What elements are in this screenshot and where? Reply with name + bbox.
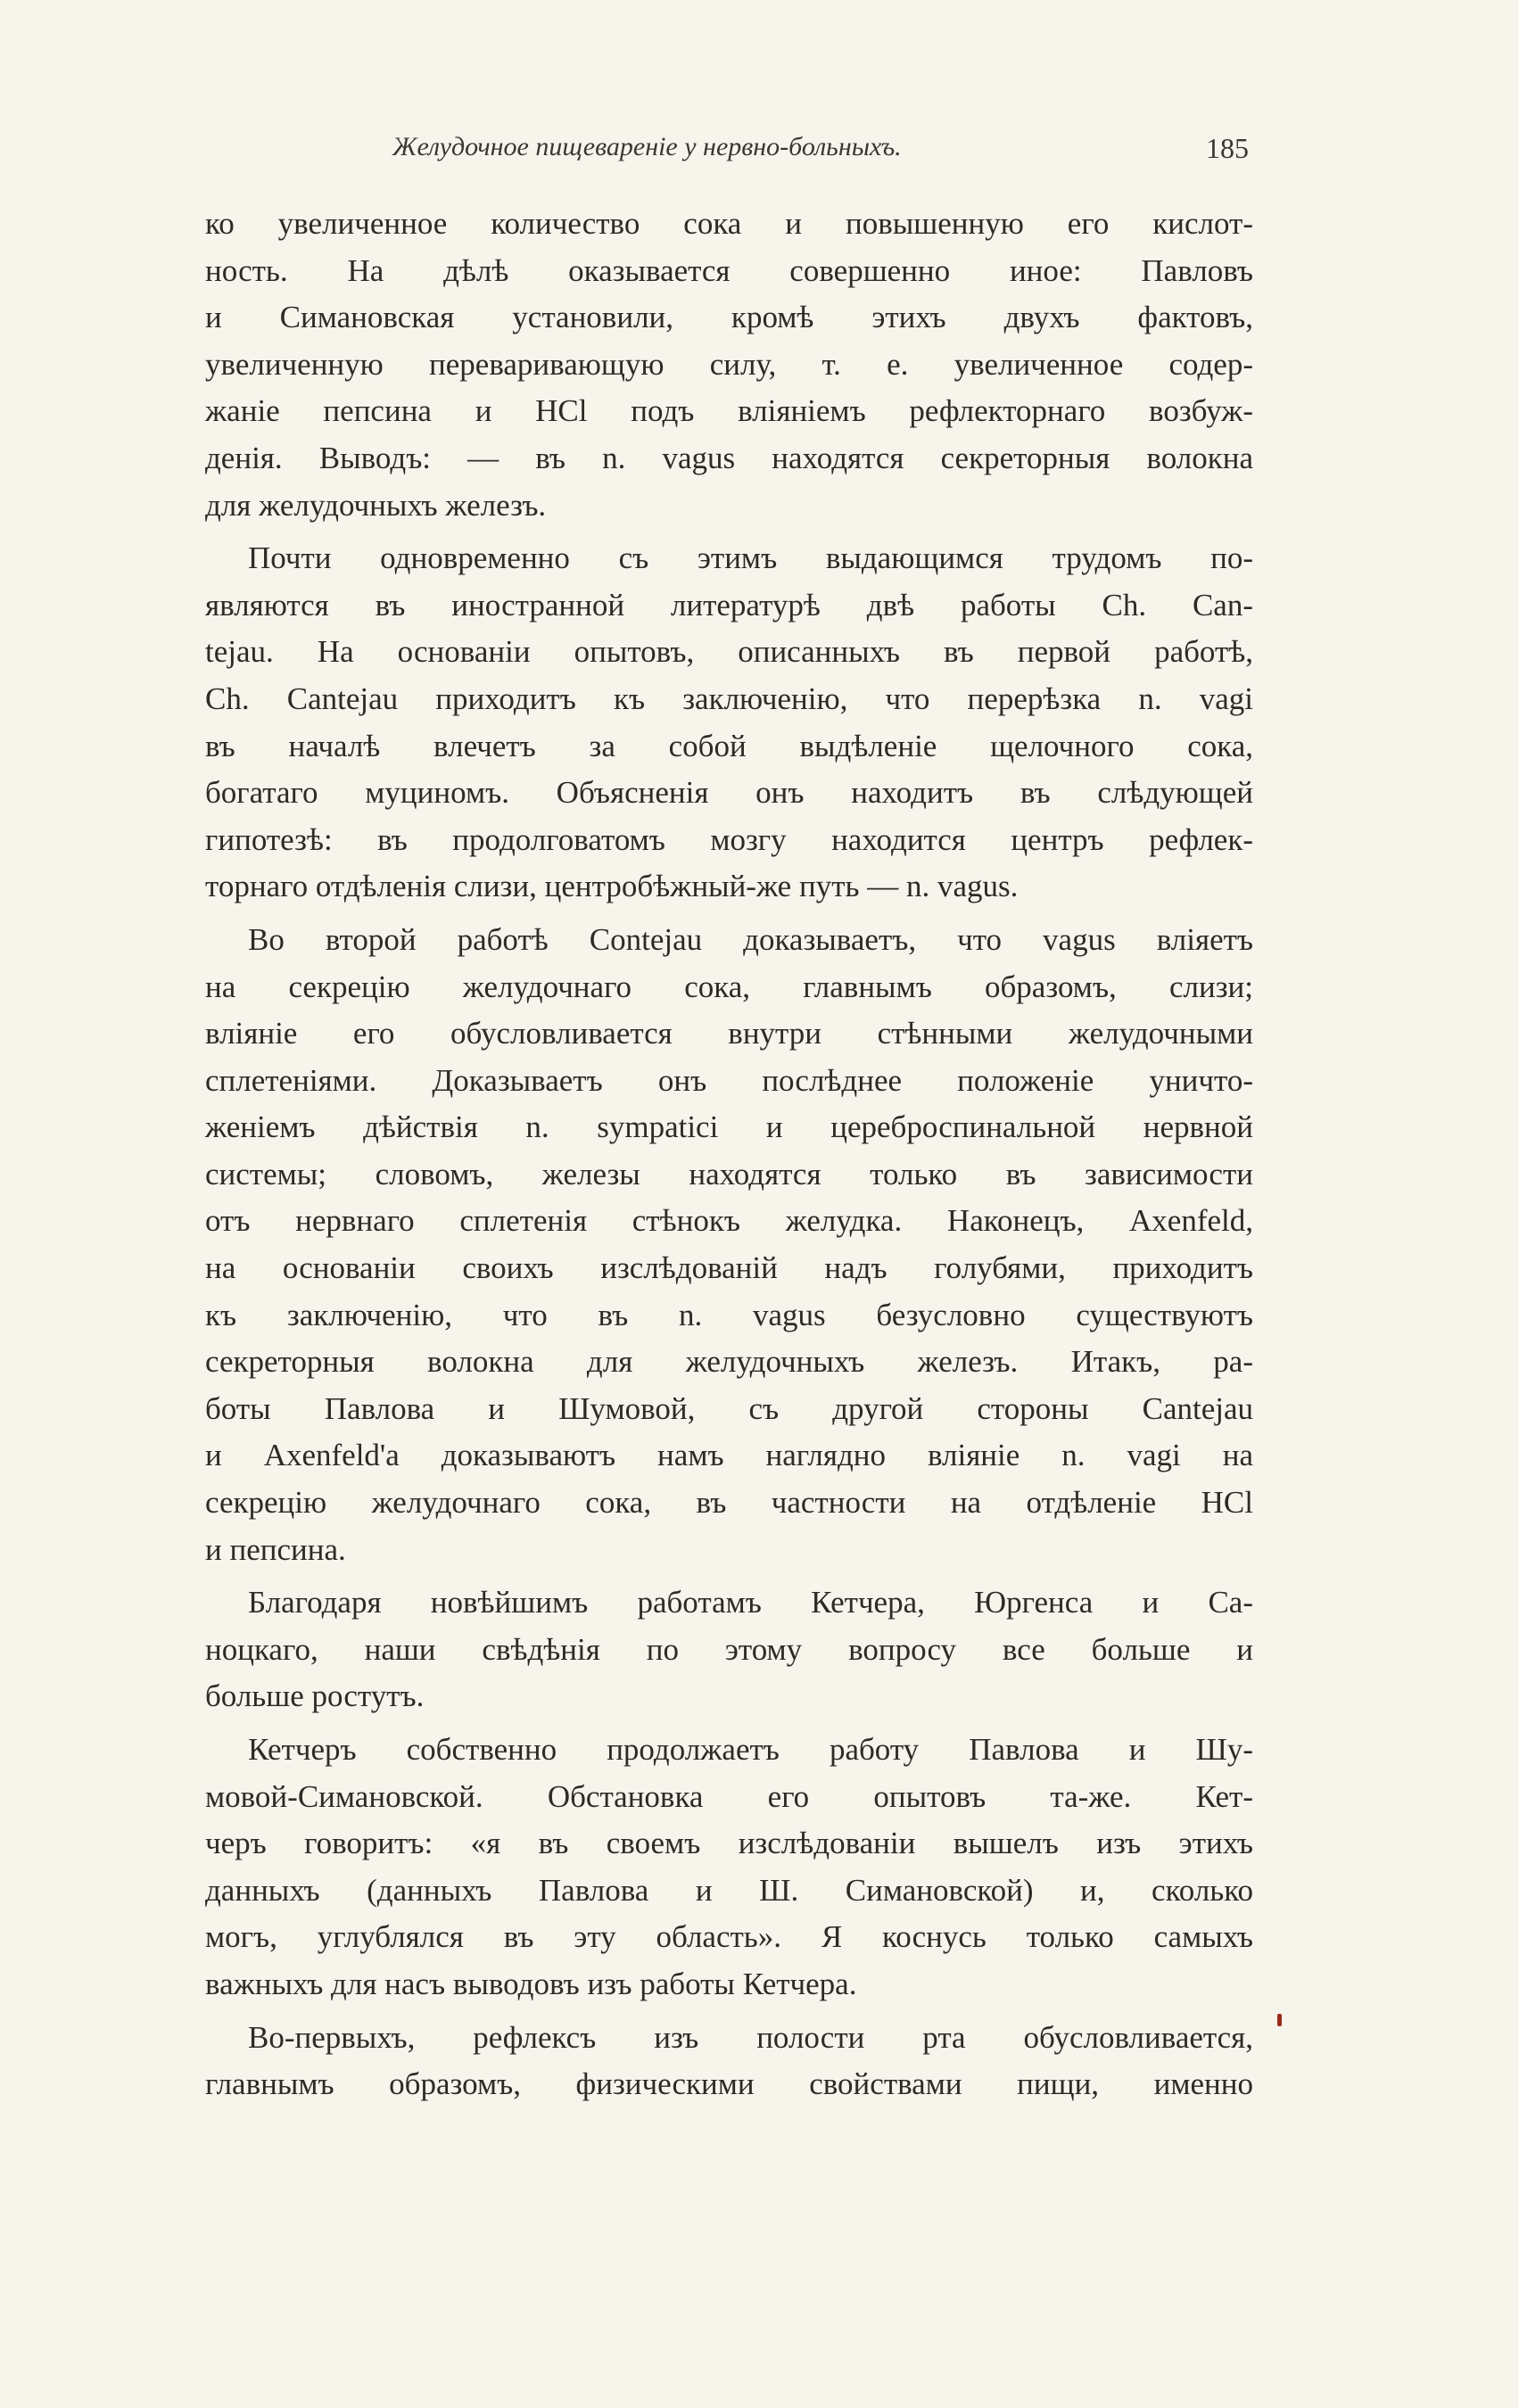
text-line: черъ говоритъ: «я въ своемъ изслѣдованіи вышелъ изъ этихъ	[205, 1826, 1253, 1861]
text-line: боты Павлова и Шумовой, съ другой стороны Cantejau	[205, 1390, 1253, 1426]
text-line: могъ, углублялся въ эту область». Я коснусь только самыхъ	[205, 1919, 1253, 1955]
paragraph	[205, 1579, 1253, 1720]
text-line: жаніе пепсина и HCl подъ вліяніемъ рефлекторнаго возбуж-	[205, 393, 1253, 429]
text-line: главнымъ образомъ, физическими свойствами пищи, именно	[205, 2066, 1253, 2102]
text-line: увеличенную переваривающую силу, т. е. увеличенное содер-	[205, 346, 1253, 382]
page-number: 185	[1206, 132, 1249, 164]
paragraph	[205, 201, 1253, 529]
text-line: ность. На дѣлѣ оказывается совершенно иное: Павловъ	[205, 252, 1253, 288]
text-line: и пепсина.	[205, 1531, 346, 1567]
text-line: и Симановская установили, кромѣ этихъ двухъ фактовъ,	[205, 300, 1253, 335]
body-text	[205, 201, 1253, 2115]
text-line: Почти одновременно съ этимъ выдающимся трудомъ по-	[248, 540, 1253, 576]
text-line: данныхъ (данныхъ Павлова и Ш. Симановской) и, сколько	[205, 1872, 1253, 1908]
text-line: являются въ иностранной литературѣ двѣ работы Ch. Can-	[205, 587, 1253, 623]
text-line: важныхъ для насъ выводовъ изъ работы Кетчера.	[205, 1966, 857, 2001]
text-line: мовой-Симановской. Обстановка его опытовъ та-же. Кет-	[205, 1778, 1253, 1814]
text-line: секреторныя волокна для желудочныхъ железъ. Итакъ, ра-	[205, 1344, 1253, 1380]
text-line: ко увеличенное количество сока и повышенную его кислот-	[205, 206, 1253, 241]
text-line: Благодаря новѣйшимъ работамъ Кетчера, Юргенса и Са-	[248, 1585, 1253, 1620]
paragraph	[205, 535, 1253, 911]
text-line: женіемъ дѣйствія n. sympatici и цереброспинальной нервной	[205, 1109, 1253, 1145]
text-line: для желудочныхъ железъ.	[205, 487, 547, 523]
text-line: Кетчеръ собственно продолжаетъ работу Павлова и Шу-	[248, 1732, 1253, 1767]
text-line: гипотезѣ: въ продолговатомъ мозгу находится центръ рефлек-	[205, 821, 1253, 857]
text-line: Во-первыхъ, рефлексъ изъ полости рта обусловливается,	[248, 2019, 1253, 2055]
margin-mark	[1277, 2014, 1282, 2026]
text-line: денія. Выводъ: — въ n. vagus находятся секреторныя волокна	[205, 440, 1253, 475]
text-line: торнаго отдѣленія слизи, центробѣжный-же путь — n. vagus.	[205, 869, 1019, 904]
text-line: Во второй работѣ Contejau доказываетъ, что vagus вліяетъ	[248, 921, 1253, 957]
text-line: системы; словомъ, железы находятся только въ зависимости	[205, 1156, 1253, 1192]
paragraph	[205, 1727, 1253, 2008]
text-line: ноцкаго, наши свѣдѣнія по этому вопросу все больше и	[205, 1631, 1253, 1667]
paragraph	[205, 2015, 1253, 2108]
text-line: и Axenfeld'a доказываютъ намъ наглядно вліяніе n. vagi на	[205, 1438, 1253, 1473]
text-line: больше ростутъ.	[205, 1678, 425, 1714]
running-title: Желудочное пищевареніе у нервно-больныхъ.	[392, 132, 902, 161]
text-line: въ началѣ влечетъ за собой выдѣленіе щелочного сока,	[205, 728, 1253, 763]
paragraph	[205, 917, 1253, 1573]
text-line: сплетеніями. Доказываетъ онъ послѣднее положеніе уничто-	[205, 1062, 1253, 1098]
text-line: вліяніе его обусловливается внутри стѣнными желудочными	[205, 1016, 1253, 1051]
text-line: на секрецію желудочнаго сока, главнымъ образомъ, слизи;	[205, 969, 1253, 1004]
text-line: секрецію желудочнаго сока, въ частности на отдѣленіе HCl	[205, 1485, 1253, 1521]
text-line: Ch. Cantejau приходитъ къ заключенію, что перерѣзка n. vagi	[205, 680, 1253, 716]
text-line: отъ нервнаго сплетенія стѣнокъ желудка. Наконецъ, Axenfeld,	[205, 1203, 1253, 1239]
text-line: богатаго муциномъ. Объясненія онъ находитъ въ слѣдующей	[205, 775, 1253, 811]
text-line: къ заключенію, что въ n. vagus безусловно существуютъ	[205, 1297, 1253, 1332]
text-line: на основаніи своихъ изслѣдованій надъ голубями, приходитъ	[205, 1250, 1253, 1286]
text-line: tejau. На основаніи опытовъ, описанныхъ въ первой работѣ,	[205, 634, 1253, 670]
